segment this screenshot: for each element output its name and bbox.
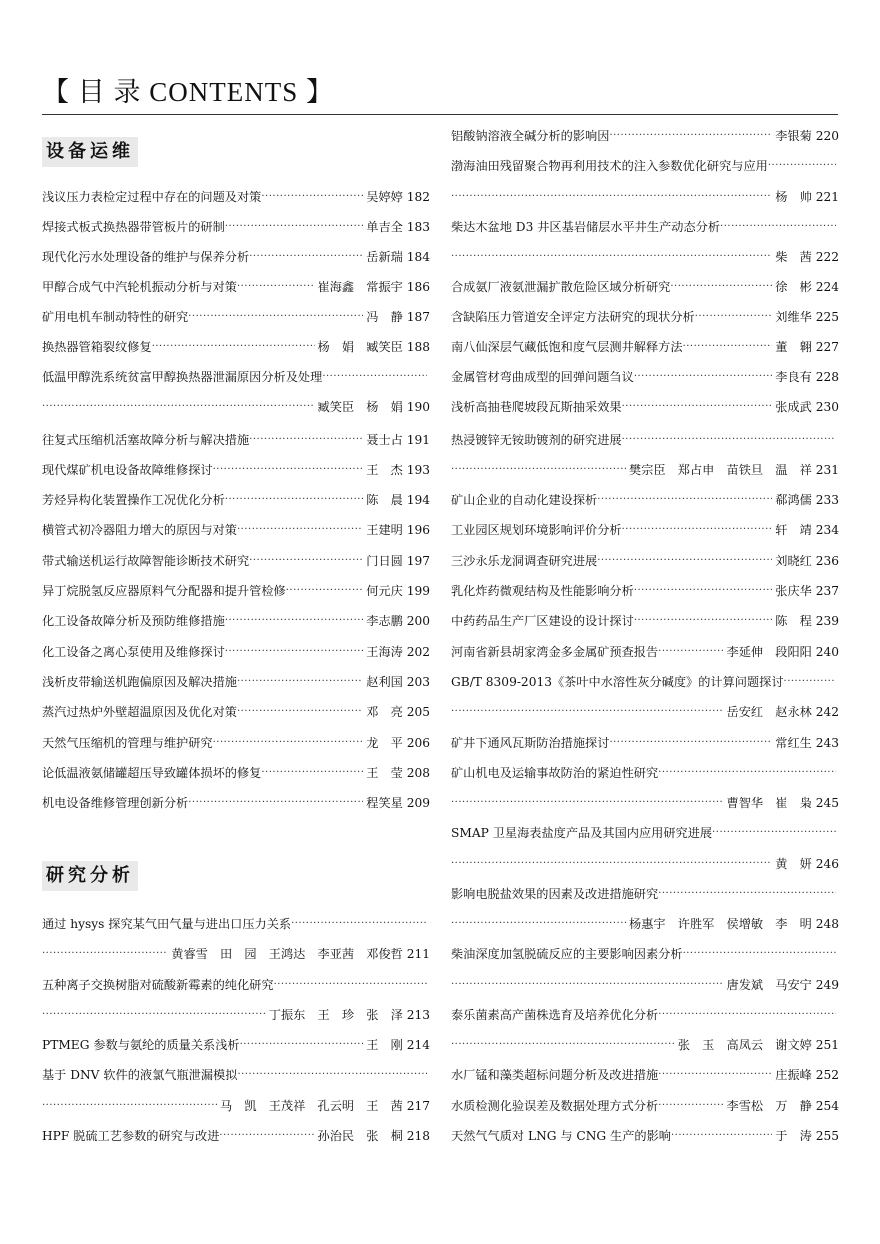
leader-dots	[249, 247, 363, 267]
toc-entry-author-page	[836, 672, 839, 692]
toc-entry-title: 横管式初冷器阻力增大的原因与对策	[42, 523, 237, 537]
toc-entry[interactable]	[42, 397, 430, 417]
toc-entry[interactable]	[42, 581, 430, 601]
toc-entry-title: 焊接式板式换热器带管板片的研制	[42, 220, 225, 234]
leader-dots	[188, 793, 363, 813]
toc-entry-title: 往复式压缩机活塞故障分析与解决措施	[42, 433, 250, 447]
toc-entry[interactable]	[42, 914, 430, 934]
toc-entry[interactable]	[451, 793, 839, 813]
leader-dots	[261, 187, 363, 207]
leader-dots	[451, 187, 772, 207]
toc-entry-author-page: 董 翱 227	[775, 340, 839, 354]
toc-entry-title: 三沙永乐龙洞调查研究进展	[451, 554, 598, 568]
toc-entry-title: 水质检测化验误差及数据处理方式分析	[451, 1099, 659, 1113]
toc-entry-author-page: 龙 平 206	[366, 736, 430, 750]
toc-entry-author-page: 李延伸 段阳阳 240	[726, 645, 839, 659]
toc-entry[interactable]	[451, 460, 839, 480]
toc-entry-author-page: 丁振东 王 珍 张 泽 213	[268, 1008, 430, 1022]
toc-entry[interactable]	[451, 763, 839, 783]
toc-entry[interactable]	[42, 460, 430, 480]
leader-dots	[658, 884, 836, 904]
leader-dots	[671, 1126, 772, 1146]
leader-dots	[225, 642, 363, 662]
toc-entry[interactable]	[451, 642, 839, 662]
toc-entry-title: 蒸汽过热炉外壁超温原因及优化对策	[42, 705, 237, 719]
toc-entry[interactable]	[451, 490, 839, 510]
toc-entry-title: 影响电脱盐效果的因素及改进措施研究	[451, 887, 659, 901]
toc-entry[interactable]	[451, 611, 839, 631]
toc-entry[interactable]	[451, 337, 839, 357]
toc-entry[interactable]	[42, 217, 430, 237]
toc-entry[interactable]	[451, 854, 839, 874]
toc-entry-title: 工业园区规划环境影响评价分析	[451, 523, 622, 537]
toc-entry[interactable]	[42, 1065, 430, 1085]
toc-entry-title: 水厂锰和藻类超标问题分析及改进措施	[451, 1068, 659, 1082]
toc-entry-title: 浅议压力表检定过程中存在的问题及对策	[42, 190, 262, 204]
toc-entry[interactable]	[42, 1005, 430, 1025]
toc-entry-author-page: 陈 晨 194	[366, 493, 430, 507]
leader-dots	[261, 763, 363, 783]
toc-entry-author-page: 臧笑臣 杨 娟 190	[317, 400, 430, 414]
toc-entry-author-page: 张 玉 高凤云 谢文婷 251	[677, 1038, 839, 1052]
toc-entry-title: SMAP 卫星海表盐度产品及其国内应用研究进展	[451, 826, 713, 840]
toc-entry[interactable]	[451, 126, 839, 146]
leader-dots	[683, 337, 773, 357]
toc-entry-title: 换热器管箱裂纹修复	[42, 340, 152, 354]
toc-entry[interactable]	[42, 277, 430, 297]
leader-dots	[451, 702, 724, 722]
toc-entry-title: 铝酸钠溶液全碱分析的影响因	[451, 129, 610, 143]
toc-entry-title: 通过 hysys 探究某气田气量与进出口压力关系	[42, 917, 292, 931]
toc-entry-author-page: 轩 靖 234	[775, 523, 839, 537]
leader-dots	[609, 126, 772, 146]
leader-dots	[658, 642, 723, 662]
leader-dots	[451, 247, 772, 267]
toc-entry[interactable]	[42, 337, 430, 357]
page-title: 【 目 录 CONTENTS 】	[42, 77, 334, 107]
toc-entry-title: HPF 脱硫工艺参数的研究与改进	[42, 1129, 220, 1143]
toc-entry[interactable]	[451, 277, 839, 297]
toc-entry-author-page: 马 凯 王茂祥 孔云明 王 茜 217	[220, 1099, 430, 1113]
leader-dots	[322, 367, 427, 387]
header-divider	[42, 114, 838, 115]
toc-entry-author-page: 黄 妍 246	[775, 857, 839, 871]
toc-entry-author-page: 聂士占 191	[366, 433, 430, 447]
toc-entry-title: 机电设备维修管理创新分析	[42, 796, 189, 810]
toc-entry-title: 天然气气质对 LNG 与 CNG 生产的影响	[451, 1129, 671, 1143]
toc-entry-author-page: 赵利国 203	[366, 675, 430, 689]
toc-entry[interactable]	[42, 763, 430, 783]
toc-entry[interactable]	[42, 307, 430, 327]
toc-entry-author-page: 吴婷婷 182	[366, 190, 430, 204]
toc-entry-title: 南八仙深层气藏低饱和度气层测井解释方法	[451, 340, 683, 354]
toc-entry[interactable]	[42, 975, 430, 995]
leader-dots	[658, 1065, 772, 1085]
leader-dots	[597, 490, 772, 510]
toc-entry-author-page	[836, 823, 839, 843]
leader-dots	[670, 277, 772, 297]
toc-entry-author-page: 庄振峰 252	[775, 1068, 839, 1082]
leader-dots	[784, 672, 836, 692]
leader-dots	[658, 763, 836, 783]
toc-entry[interactable]	[42, 520, 430, 540]
toc-entry[interactable]	[451, 520, 839, 540]
toc-entry[interactable]	[42, 1035, 430, 1055]
leader-dots	[609, 733, 772, 753]
toc-entry[interactable]	[451, 581, 839, 601]
leader-dots	[42, 1096, 217, 1116]
leader-dots	[240, 1035, 364, 1055]
leader-dots	[237, 702, 363, 722]
leader-dots	[291, 914, 427, 934]
toc-entry-author-page: 柴 茜 222	[775, 250, 839, 264]
leader-dots	[225, 611, 363, 631]
toc-entry[interactable]	[451, 551, 839, 571]
toc-entry-title: 化工设备故障分析及预防维修措施	[42, 614, 225, 628]
toc-entry-author-page: 郗鸿儒 233	[775, 493, 839, 507]
toc-entry[interactable]	[42, 733, 430, 753]
toc-entry-title: GB/T 8309-2013《茶叶中水溶性灰分碱度》的计算问题探讨	[451, 675, 784, 689]
leader-dots	[188, 307, 363, 327]
leader-dots	[237, 1065, 427, 1085]
toc-entry[interactable]	[451, 884, 839, 904]
toc-entry-author-page	[836, 156, 839, 176]
toc-entry[interactable]	[451, 397, 839, 417]
toc-entry-title: 中药药品生产厂区建设的设计探讨	[451, 614, 634, 628]
toc-entry-title: 甲醇合成气中汽轮机振动分析与对策	[42, 280, 237, 294]
toc-entry-author-page: 邓 亮 205	[366, 705, 430, 719]
toc-entry[interactable]	[451, 247, 839, 267]
leader-dots	[634, 367, 772, 387]
toc-entry-title: 天然气压缩机的管理与维护研究	[42, 736, 213, 750]
toc-entry[interactable]	[451, 823, 839, 843]
toc-entry-title: 带式输送机运行故障智能诊断技术研究	[42, 554, 250, 568]
toc-entry-author-page	[427, 975, 430, 995]
toc-entry-title: 乳化炸药微观结构及性能影响分析	[451, 584, 634, 598]
leader-dots	[634, 611, 772, 631]
toc-entry-author-page: 王 杰 193	[366, 463, 430, 477]
leader-dots	[213, 460, 364, 480]
leader-dots	[237, 672, 363, 692]
leader-dots	[683, 944, 836, 964]
leader-dots	[597, 551, 772, 571]
toc-entry-author-page: 冯 静 187	[366, 310, 430, 324]
toc-entry-title: 芳烃异构化装置操作工况优化分析	[42, 493, 225, 507]
toc-entry-author-page	[836, 763, 839, 783]
toc-entry-title: 河南省新县胡家湾金多金属矿预查报告	[451, 645, 659, 659]
toc-entry[interactable]	[451, 187, 839, 207]
toc-entry-author-page	[836, 884, 839, 904]
toc-entry-author-page: 黄睿雪 田 园 王鸿达 李亚茜 邓俊哲 211	[171, 947, 430, 961]
toc-entry-author-page: 唐发斌 马安宁 249	[726, 978, 839, 992]
toc-entry[interactable]	[451, 1035, 839, 1055]
toc-entry-author-page: 岳新瑞 184	[366, 250, 430, 264]
toc-entry-author-page: 杨惠宇 许胜军 侯增敏 李 明 248	[629, 917, 839, 931]
leader-dots	[451, 793, 724, 813]
toc-entry-author-page: 王 刚 214	[366, 1038, 430, 1052]
toc-entry[interactable]	[451, 672, 839, 692]
toc-entry[interactable]	[42, 611, 430, 631]
toc-entry-title: 矿用电机车制动特性的研究	[42, 310, 189, 324]
leader-dots	[720, 217, 836, 237]
toc-entry-author-page	[836, 430, 839, 450]
toc-entry-author-page: 杨 帅 221	[775, 190, 839, 204]
leader-dots	[219, 1126, 314, 1146]
toc-entry[interactable]	[42, 490, 430, 510]
toc-entry-title: 渤海油田残留聚合物再利用技术的注入参数优化研究与应用	[451, 159, 768, 173]
toc-entry[interactable]	[451, 156, 839, 176]
leader-dots	[42, 397, 315, 417]
toc-entry[interactable]	[451, 975, 839, 995]
toc-entry-title: 矿井下通风瓦斯防治措施探讨	[451, 736, 610, 750]
toc-entry[interactable]	[451, 307, 839, 327]
toc-entry-title: 基于 DNV 软件的液氯气瓶泄漏模拟	[42, 1068, 238, 1082]
toc-entry-author-page: 单吉全 183	[366, 220, 430, 234]
toc-entry[interactable]	[451, 1065, 839, 1085]
toc-entry-title: 异丁烷脱氢反应器原料气分配器和提升管检修	[42, 584, 286, 598]
toc-entry-author-page: 李雪松 万 静 254	[726, 1099, 839, 1113]
toc-entry[interactable]	[451, 367, 839, 387]
toc-entry-author-page: 王 莹 208	[366, 766, 430, 780]
toc-entry-title: 柴油深度加氢脱硫反应的主要影响因素分析	[451, 947, 683, 961]
toc-entry-author-page: 常红生 243	[775, 736, 839, 750]
toc-entry[interactable]	[42, 793, 430, 813]
leader-dots	[712, 823, 836, 843]
leader-dots	[768, 156, 836, 176]
toc-entry[interactable]	[42, 702, 430, 722]
leader-dots	[152, 337, 315, 357]
leader-dots	[451, 1035, 675, 1055]
leader-dots	[658, 1096, 723, 1116]
toc-entry-title: 合成氨厂液氨泄漏扩散危险区域分析研究	[451, 280, 671, 294]
leader-dots	[213, 733, 364, 753]
toc-entry[interactable]	[42, 672, 430, 692]
toc-entry-title: 柴达木盆地 D3 井区基岩储层水平井生产动态分析	[451, 220, 721, 234]
leader-dots	[225, 490, 363, 510]
toc-entry-author-page	[427, 914, 430, 934]
toc-entry-author-page: 刘维华 225	[775, 310, 839, 324]
toc-entry-author-page: 崔海鑫 常振宇 186	[317, 280, 430, 294]
toc-entry-author-page: 李银菊 220	[775, 129, 839, 143]
toc-entry-title: 金属管材弯曲成型的回弹问题刍议	[451, 370, 634, 384]
toc-entry-author-page: 孙治民 张 桐 218	[317, 1129, 430, 1143]
toc-entry-title: 浅析皮带输送机跑偏原因及解决措施	[42, 675, 237, 689]
leader-dots	[695, 307, 773, 327]
toc-entry[interactable]	[42, 1096, 430, 1116]
toc-entry[interactable]	[451, 1005, 839, 1025]
leader-dots	[249, 551, 363, 571]
toc-entry-author-page: 曹智华 崔 枭 245	[726, 796, 839, 810]
toc-entry[interactable]	[451, 430, 839, 450]
toc-entry[interactable]	[42, 551, 430, 571]
leader-dots	[249, 430, 363, 450]
toc-entry[interactable]	[42, 247, 430, 267]
toc-entry[interactable]	[451, 733, 839, 753]
toc-entry-author-page	[836, 944, 839, 964]
toc-entry-author-page: 何元庆 199	[366, 584, 430, 598]
toc-entry[interactable]	[451, 702, 839, 722]
toc-entry-author-page: 于 涛 255	[775, 1129, 839, 1143]
section-heading: 设备运维	[42, 137, 138, 167]
leader-dots	[286, 581, 364, 601]
toc-entry-title: 五种离子交换树脂对硫酸新霉素的纯化研究	[42, 978, 274, 992]
leader-dots	[451, 975, 724, 995]
toc-entry-author-page: 王建明 196	[366, 523, 430, 537]
toc-entry-title: PTMEG 参数与氨纶的质量关系浅析	[42, 1038, 240, 1052]
leader-dots	[451, 460, 626, 480]
toc-entry-author-page	[836, 217, 839, 237]
toc-entry-title: 矿山机电及运输事故防治的紧迫性研究	[451, 766, 659, 780]
section-heading: 研究分析	[42, 861, 138, 891]
toc-entry[interactable]	[42, 187, 430, 207]
toc-entry[interactable]	[42, 367, 430, 387]
toc-entry[interactable]	[42, 430, 430, 450]
toc-entry-author-page: 门日圆 197	[366, 554, 430, 568]
leader-dots	[622, 397, 773, 417]
toc-entry[interactable]	[451, 914, 839, 934]
toc-entry-author-page: 刘晓红 236	[775, 554, 839, 568]
toc-entry-author-page: 张成武 230	[775, 400, 839, 414]
toc-entry[interactable]	[42, 642, 430, 662]
toc-entry-title: 化工设备之离心泵使用及维修探讨	[42, 645, 225, 659]
leader-dots	[225, 217, 363, 237]
toc-entry-title: 现代煤矿机电设备故障维修探讨	[42, 463, 213, 477]
leader-dots	[237, 520, 363, 540]
toc-entry[interactable]	[42, 944, 430, 964]
toc-entry-author-page: 杨 娟 臧笑臣 188	[317, 340, 430, 354]
toc-entry-title: 含缺陷压力管道安全评定方法研究的现状分析	[451, 310, 695, 324]
toc-entry[interactable]	[42, 1126, 430, 1146]
toc-entry-title: 热浸镀锌无铵助镀剂的研究进展	[451, 433, 622, 447]
toc-entry-author-page: 徐 彬 224	[775, 280, 839, 294]
toc-entry-author-page	[427, 367, 430, 387]
leader-dots	[451, 854, 772, 874]
toc-entry-author-page: 岳安红 赵永林 242	[726, 705, 839, 719]
leader-dots	[451, 914, 626, 934]
toc-entry-author-page: 程笑星 209	[366, 796, 430, 810]
toc-entry-author-page: 陈 程 239	[775, 614, 839, 628]
toc-entry-author-page: 李志鹏 200	[366, 614, 430, 628]
toc-entry-author-page	[427, 1065, 430, 1085]
toc-entry-title: 现代化污水处理设备的维护与保养分析	[42, 250, 250, 264]
toc-entry[interactable]	[451, 944, 839, 964]
toc-entry-title: 低温甲醇洗系统贫富甲醇换热器泄漏原因分析及处理	[42, 370, 323, 384]
leader-dots	[622, 430, 836, 450]
leader-dots	[42, 944, 168, 964]
toc-entry[interactable]	[451, 217, 839, 237]
leader-dots	[42, 1005, 266, 1025]
toc-entry-title: 论低温液氨储罐超压导致罐体损坏的修复	[42, 766, 262, 780]
toc-entry-title: 泰乐菌素高产菌株选育及培养优化分析	[451, 1008, 659, 1022]
leader-dots	[237, 277, 315, 297]
leader-dots	[634, 581, 772, 601]
leader-dots	[658, 1005, 836, 1025]
toc-entry-author-page: 李良有 228	[775, 370, 839, 384]
toc-entry[interactable]	[451, 1126, 839, 1146]
toc-entry-author-page: 张庆华 237	[775, 584, 839, 598]
toc-entry-author-page: 樊宗臣 郑占申 苗铁旦 温 祥 231	[629, 463, 839, 477]
toc-entry-author-page	[836, 1005, 839, 1025]
toc-entry-title: 矿山企业的自动化建设探析	[451, 493, 598, 507]
toc-entry-author-page: 王海涛 202	[366, 645, 430, 659]
toc-entry-title: 浅析高抽巷爬坡段瓦斯抽采效果	[451, 400, 622, 414]
leader-dots	[274, 975, 427, 995]
leader-dots	[622, 520, 773, 540]
toc-entry[interactable]	[451, 1096, 839, 1116]
